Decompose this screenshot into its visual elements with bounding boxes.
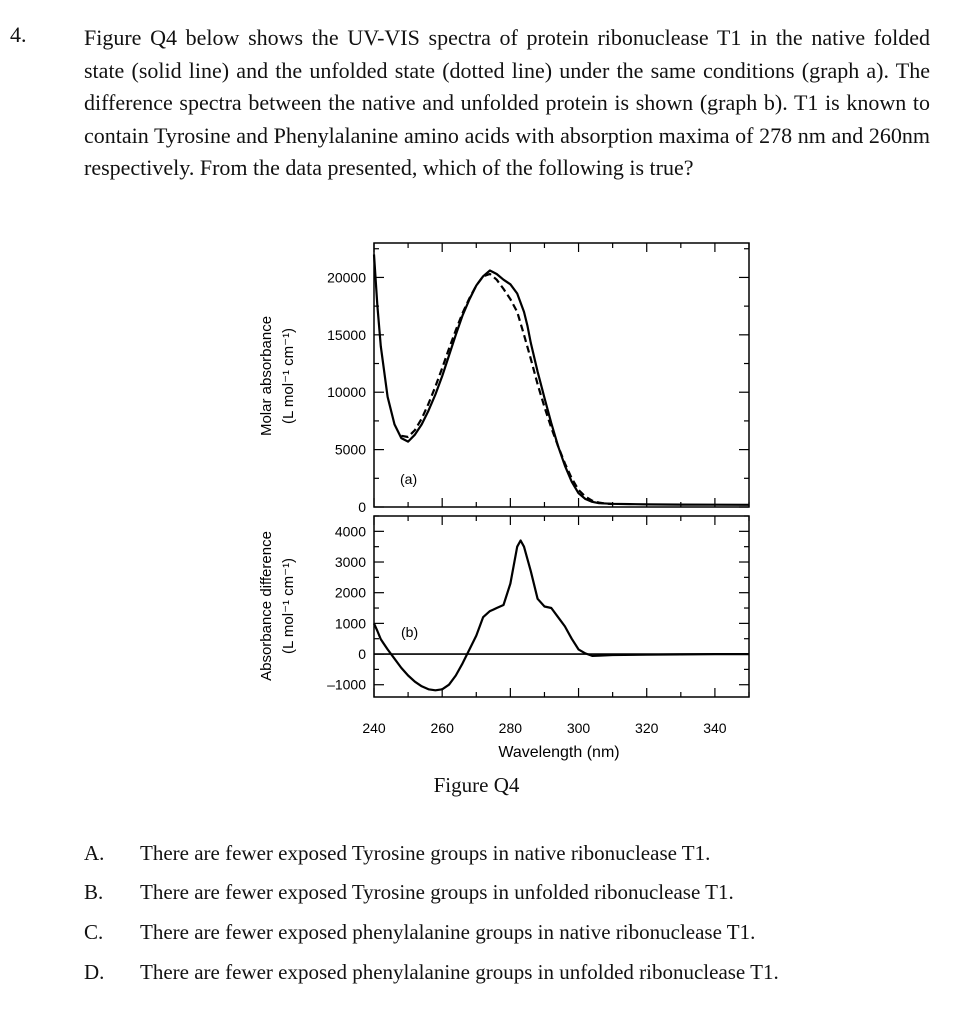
x-tick-label: 260 — [430, 720, 454, 736]
option-c-letter: C. — [84, 920, 104, 944]
option-d[interactable] — [84, 960, 779, 985]
question-number: 4. — [10, 22, 27, 47]
panel-b-frame — [374, 516, 749, 697]
panel-a-ylabel-line1: Molar absorbance — [258, 315, 275, 437]
x-tick-label: 280 — [498, 720, 523, 736]
y-tick-label-a: 5000 — [334, 441, 366, 458]
y-tick-label-b: –1000 — [327, 676, 366, 693]
x-axis-label: Wavelength (nm) — [498, 744, 620, 761]
figure-caption: Figure Q4 — [433, 773, 520, 797]
y-tick-label-a: 15000 — [327, 326, 366, 343]
option-c-text: There are fewer exposed phenylalanine groups in native ribonuclease T1. — [140, 920, 756, 944]
option-d-text: There are fewer exposed phenylalanine groups in unfolded ribonuclease T1. — [140, 960, 779, 984]
panel-b-ylabel-line1: Absorbance difference — [258, 531, 275, 681]
y-tick-label-a: 10000 — [327, 384, 366, 401]
option-d-letter: D. — [84, 960, 105, 984]
y-tick-label-b: 3000 — [334, 554, 366, 571]
y-tick-label-a: 20000 — [327, 269, 366, 286]
panel-b-ylabel-line2: (L mol⁻¹ cm⁻¹) — [280, 557, 297, 655]
difference-spectrum-line — [374, 541, 749, 691]
y-tick-label-b: 2000 — [334, 584, 366, 601]
x-tick-label: 340 — [703, 720, 727, 736]
x-tick-label: 300 — [566, 720, 591, 736]
option-c[interactable] — [84, 920, 755, 945]
y-tick-label-a: 0 — [358, 499, 366, 515]
option-b-letter: B. — [84, 880, 104, 904]
panel-a-frame — [374, 243, 749, 507]
option-b-text: There are fewer exposed Tyrosine groups in unfolded ribonuclease T1. — [140, 880, 734, 904]
option-a-text: There are fewer exposed Tyrosine groups in native ribonuclease T1. — [140, 841, 711, 865]
x-tick-label: 240 — [362, 720, 386, 736]
panel-a-ylabel-line2: (L mol⁻¹ cm⁻¹) — [280, 327, 297, 425]
option-a[interactable] — [84, 841, 710, 866]
question-text: Figure Q4 below shows the UV-VIS spectra of protein ribonuclease T1 in the native folded state (solid line) and the unfolded state (dotted line) under the same conditions (graph a). The difference spectra between the native and unfolded protein is shown (graph b). T1 is known to contain Tyrosine and Phenylalanine amino acids with absorption maxima of 278 nm and 260nm respectively. From the data presented, which of the following is true? — [84, 25, 930, 181]
y-tick-label-b: 0 — [358, 646, 366, 663]
y-tick-label-b: 4000 — [334, 523, 366, 540]
option-a-letter: A. — [84, 841, 105, 865]
native-spectrum-line — [374, 255, 749, 505]
panel-a-label: (a) — [400, 471, 418, 487]
unfolded-spectrum-line — [401, 274, 612, 504]
option-b[interactable] — [84, 880, 734, 905]
panel-b-label: (b) — [401, 624, 419, 640]
x-tick-label: 320 — [635, 720, 659, 736]
y-tick-label-b: 1000 — [334, 615, 366, 632]
